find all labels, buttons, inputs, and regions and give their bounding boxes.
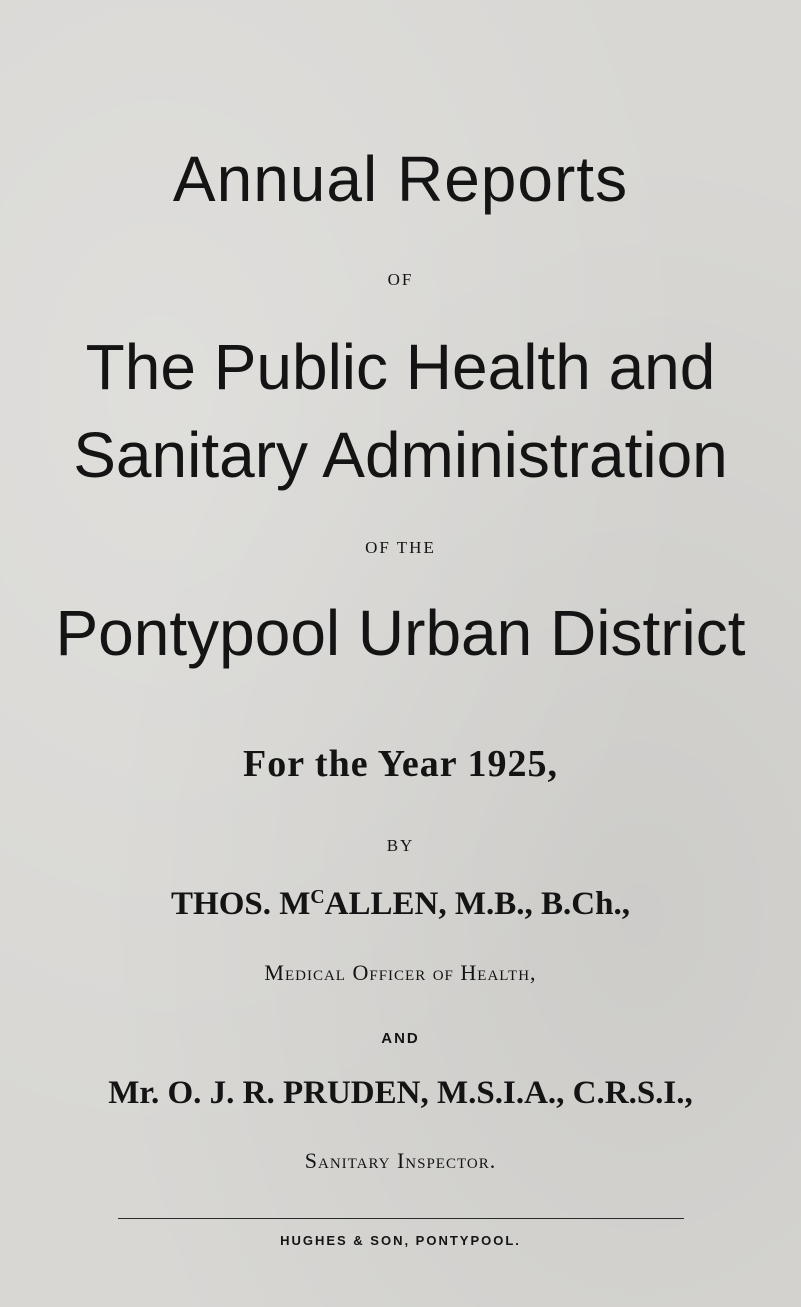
footer-divider <box>118 1218 684 1219</box>
title-pontypool-urban-district: Pontypool Urban District <box>55 597 746 669</box>
role-medical-officer: Medical Officer of Health, <box>264 960 537 985</box>
year-line: For the Year 1925, <box>243 743 558 785</box>
author1-suffix: ALLEN, M.B., B.Ch., <box>324 886 630 922</box>
author-medical-officer <box>0 886 801 923</box>
connector-and: AND <box>381 1030 420 1047</box>
author1-prefix: THOS. M <box>171 886 311 922</box>
author1-superscript: C <box>310 886 325 909</box>
connector-of: OF <box>387 270 414 289</box>
title-public-health: The Public Health and <box>85 331 716 403</box>
connector-of-the: OF THE <box>365 538 436 557</box>
printer-imprint: HUGHES & SON, PONTYPOOL. <box>280 1233 521 1248</box>
title-sanitary-administration: Sanitary Administration <box>73 419 728 491</box>
title-annual-reports: Annual Reports <box>172 143 629 215</box>
author-sanitary-inspector: Mr. O. J. R. PRUDEN, M.S.I.A., C.R.S.I., <box>108 1075 693 1111</box>
connector-by: BY <box>386 836 415 855</box>
role-sanitary-inspector: Sanitary Inspector. <box>304 1148 497 1173</box>
